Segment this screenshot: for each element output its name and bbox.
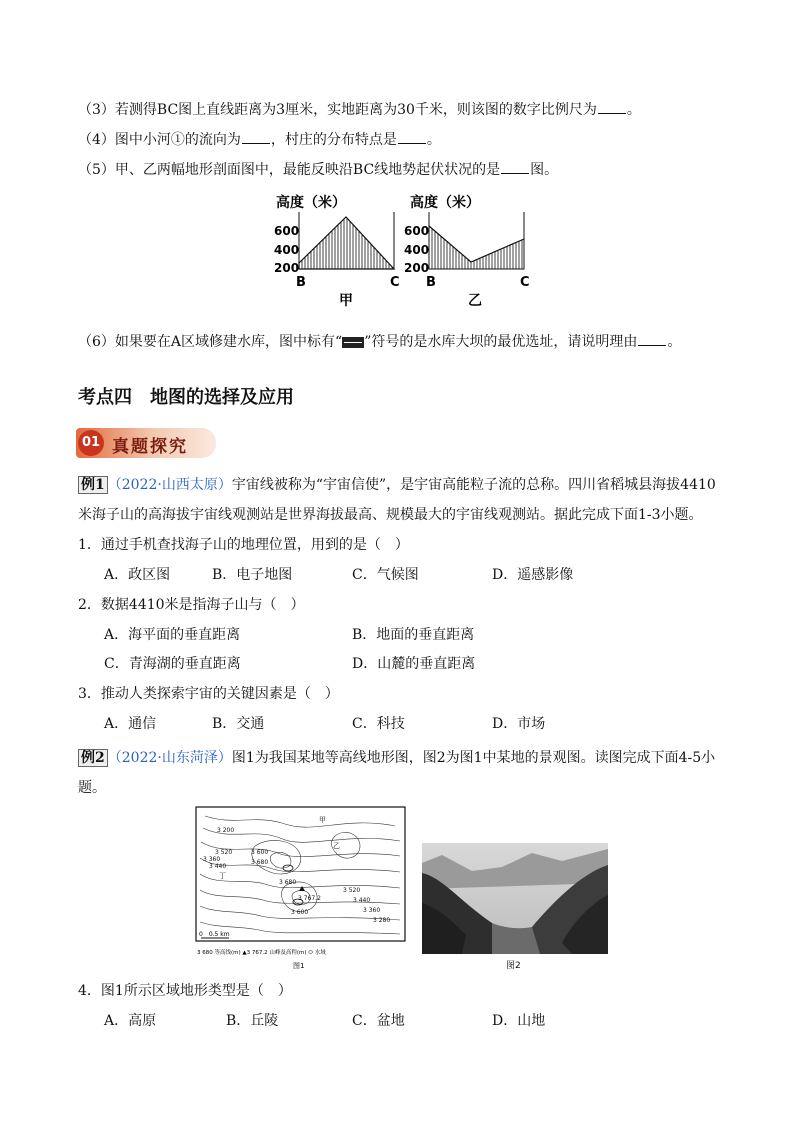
y-tick-label: 200 [404,261,430,275]
y-tick-label: 400 [404,243,430,257]
question-3-stem: 3．推动人类探索宇宙的关键因素是（ ） [78,686,339,702]
question-3-text: （3）若测得BC图上直线距离为3厘米，实地距离为30千米，则该图的数字比例尺为 [78,102,597,118]
option-c: C．盆地 [352,1013,405,1029]
scale-bar-label: 0 0.5 km [199,931,230,938]
option-d: D．山地 [492,1013,546,1029]
contour-map-figure [195,806,407,972]
example-tag: 例2 [78,749,108,767]
option-b: B．交通 [212,716,265,732]
option-d: D．山麓的垂直距离 [352,656,476,672]
profile-hatching [302,218,392,269]
place-label: 乙 [333,842,340,850]
banner [76,428,216,458]
landscape-photo [422,843,608,954]
point-b-label: B [296,275,306,290]
contour-label: 3 680 [279,879,297,886]
contour-label: 3 280 [373,917,391,924]
question-1-stem: 1．通过手机查找海子山的地理位置，用到的是（ ） [78,537,409,553]
option-c: C．青海湖的垂直距离 [104,656,241,672]
y-tick-label: 600 [404,224,430,238]
question-4-mid: ，村庄的分布特点是 [270,132,397,148]
section-title: 考点四 地图的选择及应用 [78,387,294,408]
y-tick-label: 400 [274,243,300,257]
example-source: （2022·山东菏泽） [107,750,232,766]
map-legend: 3 680 等高线(m) ▲3 767.2 山峰及高程(m) ⬭ 水域 [197,950,326,956]
contour-label: 3 440 [353,897,371,904]
figure-1-caption: 图1 [293,962,305,970]
contour-label: 3 600 [291,909,309,916]
dam-symbol-icon [342,337,364,348]
contour-label: 3 600 [251,849,269,856]
question-3-line [78,99,641,120]
y-tick-label: 600 [274,224,300,238]
option-a: A．高原 [104,1013,157,1029]
profile-chart-title: 高度（米） [410,195,480,211]
question-6-suffix: 。 [667,334,682,350]
point-c-label: C [390,275,400,290]
answer-blank [598,99,626,114]
contour-label: 3 680 [251,859,269,866]
option-c: C．气候图 [352,567,419,583]
chart-caption: 乙 [468,293,482,309]
chart-caption: 甲 [339,293,353,309]
example-text: 图1为我国某地等高线地形图，图2为图1中某地的景观图。读图完成下面4-5小 [231,750,716,766]
profile-chart-jia [274,194,400,309]
example-2-line-2: 题。 [78,780,106,796]
contour-label: 3 360 [203,856,221,863]
figure-2-caption: 图2 [506,961,521,971]
example-2-line-1 [78,748,715,768]
place-label: 丁 [219,872,226,880]
contour-label: 3 520 [343,887,361,894]
example-1-line-1 [78,475,716,495]
answer-blank [501,159,529,174]
question-6-text: （6）如果要在A区域修建水库，图中标有“ [78,334,343,350]
option-d: D．市场 [492,716,546,732]
question-4b-stem: 4．图1所示区域地形类型是（ ） [78,983,292,999]
example-tag: 例1 [78,476,108,494]
question-4-suffix: 。 [426,132,441,148]
option-c: C．科技 [352,716,405,732]
banner-text: 真题探究 [112,437,188,457]
answer-blank [398,129,426,144]
answer-blank [242,129,270,144]
point-c-label: C [520,275,530,290]
peak-elevation-label: 3 767.2 [298,895,321,902]
option-b: B．丘陵 [226,1013,279,1029]
question-6-mid: ”符号的是水库大坝的最优选址，请说明理由 [364,334,638,350]
landscape-photo-image [422,843,608,954]
option-b: B．地面的垂直距离 [352,627,475,643]
profile-chart-title: 高度（米） [276,195,346,211]
option-a: A．政区图 [104,567,171,583]
profile-charts [270,190,530,310]
contour-label: 3 520 [215,849,233,856]
question-5-text: （5）甲、乙两幅地形剖面图中，最能反映沿BC线地势起伏状况的是 [78,162,501,178]
question-3-suffix: 。 [626,102,641,118]
question-4-text: （4）图中小河①的流向为 [78,132,241,148]
answer-blank [638,331,666,346]
question-2-stem: 2．数据4410米是指海子山与（ ） [78,597,305,613]
banner-badge: 01 [78,430,104,456]
option-a: A．通信 [104,716,157,732]
option-a: A．海平面的垂直距离 [104,627,241,643]
contour-label: 3 440 [209,863,227,870]
contour-label: 3 200 [217,827,235,834]
option-d: D．遥感影像 [492,567,574,583]
question-4-line [78,129,441,150]
profile-chart-yi [404,194,530,309]
contour-label: 3 360 [363,907,381,914]
question-5-suffix: 图。 [530,162,559,178]
place-label: 甲 [319,816,326,824]
example-1-line-2: 米海子山的高海拔宇宙线观测站是世界海拔最高、规模最大的宇宙线观测站。据此完成下面1-3小题。 [78,507,703,523]
y-tick-label: 200 [274,261,300,275]
option-b: B．电子地图 [212,567,293,583]
profile-hatching [432,229,522,269]
point-b-label: B [426,275,436,290]
question-5-line [78,159,558,180]
example-source: （2022·山西太原） [107,477,232,493]
question-6-line [78,331,681,352]
example-text: 宇宙线被称为“宇宙信使”，是宇宙高能粒子流的总称。四川省稻城县海拔4410 [231,477,716,493]
